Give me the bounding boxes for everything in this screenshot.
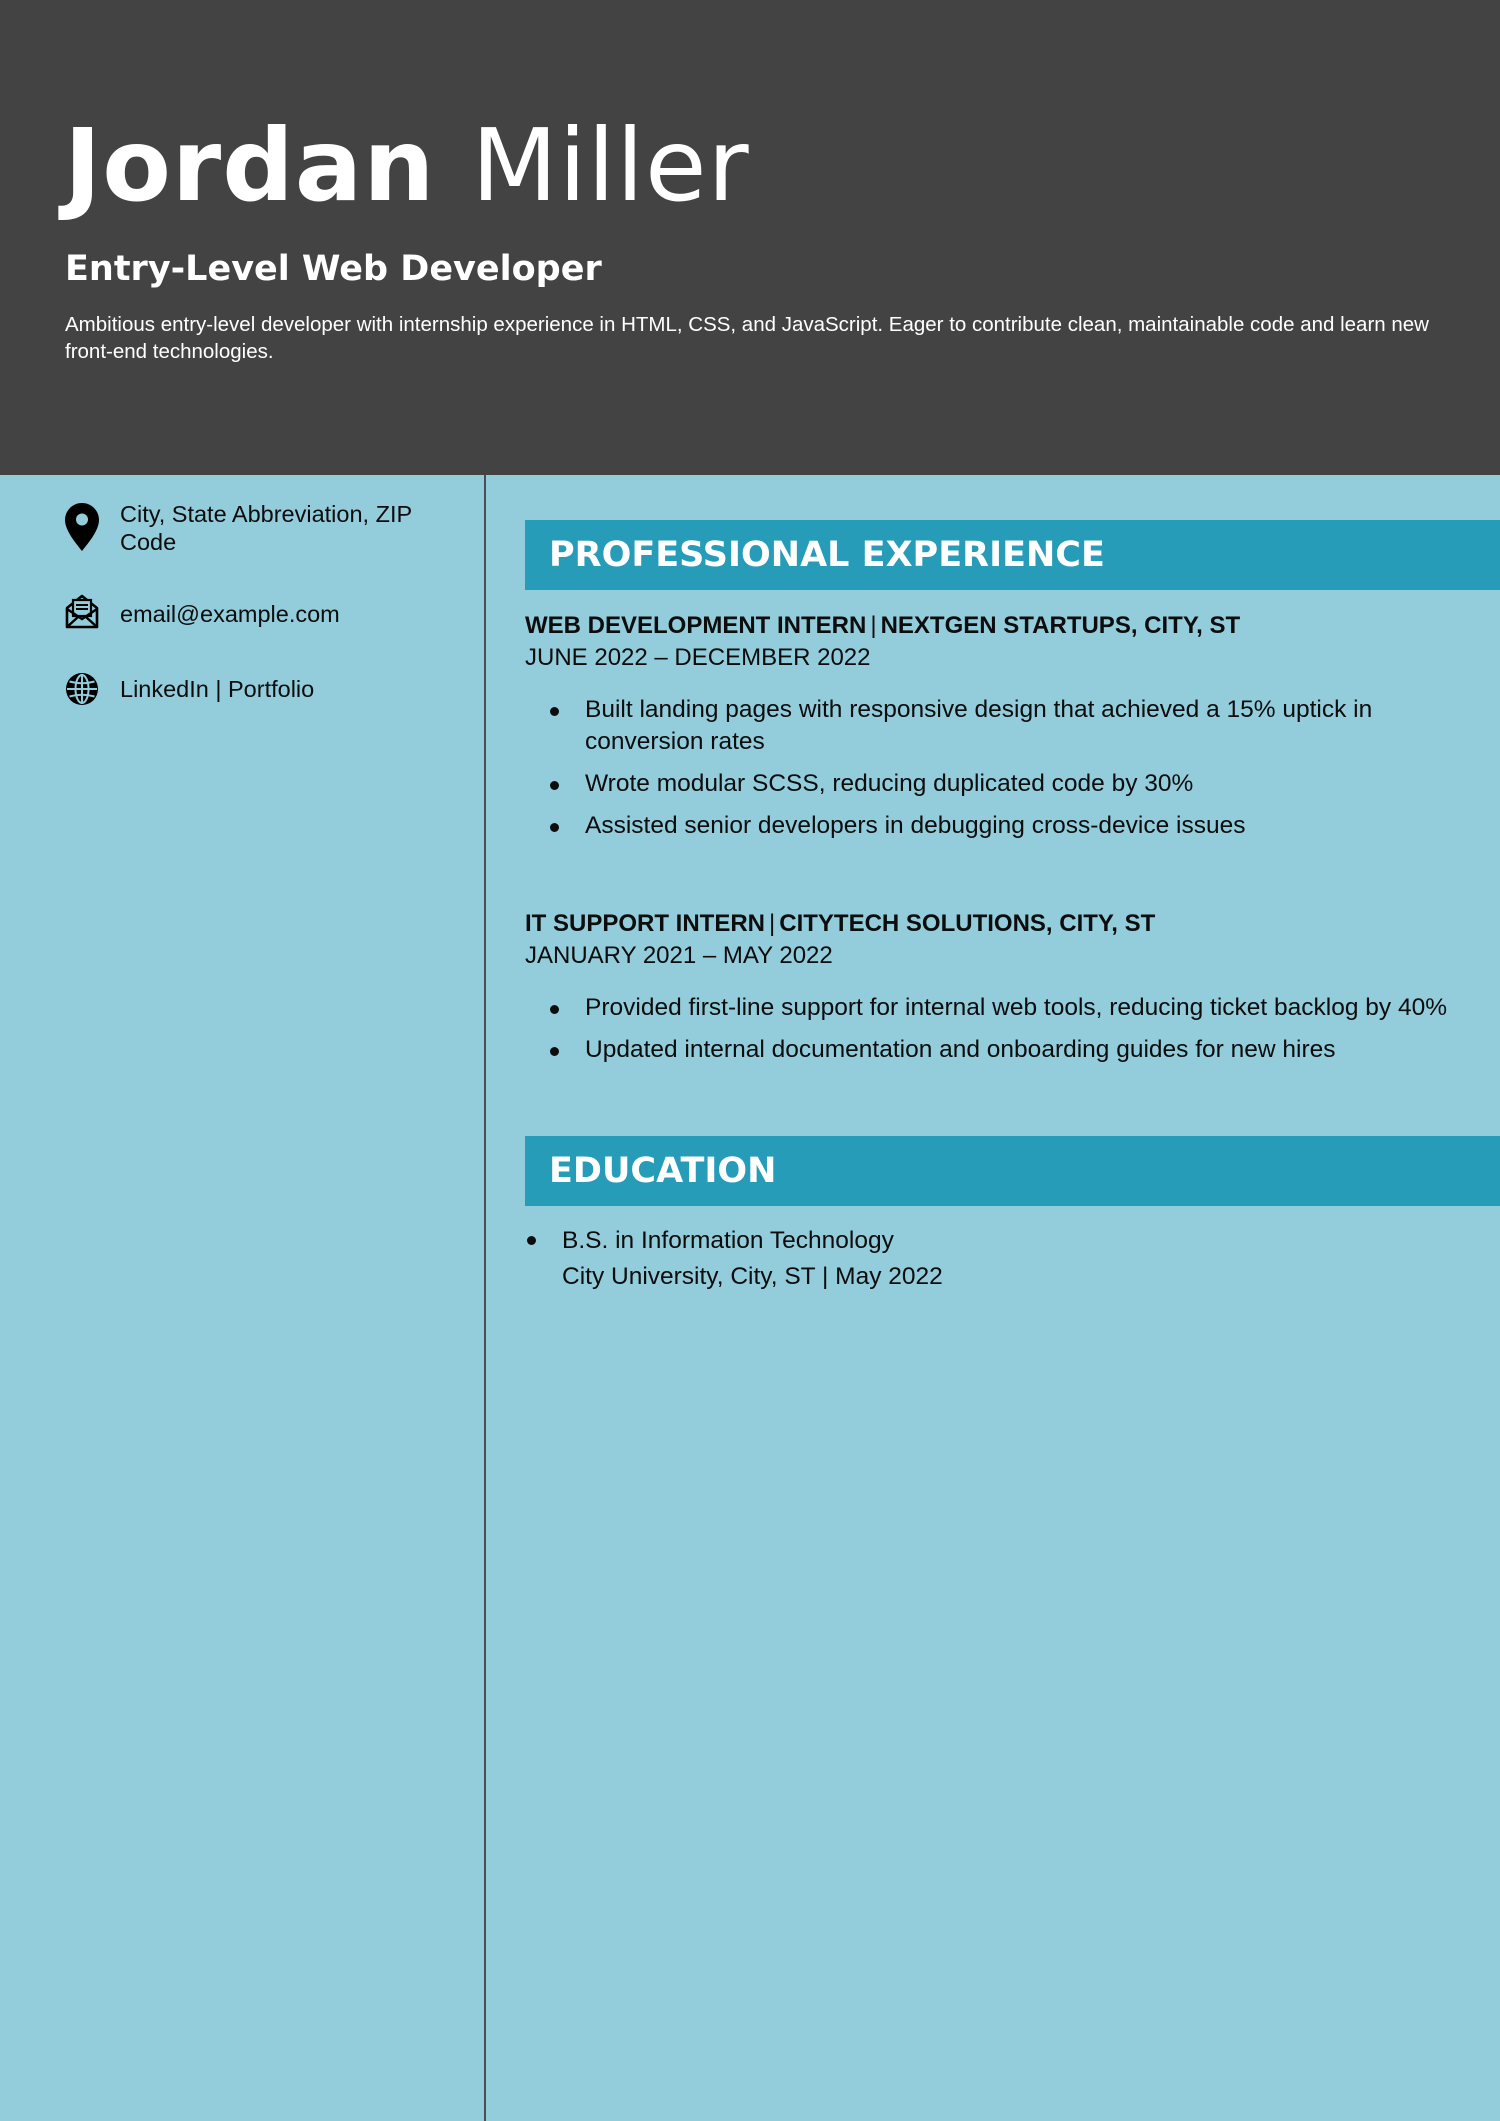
education-section-title: EDUCATION bbox=[549, 1151, 777, 1191]
summary: Ambitious entry-level developer with internship experience in HTML, CSS, and JavaScript. Eager to contribute clean, maintainable code and learn new front-end technologies. bbox=[65, 313, 1429, 363]
job-dates: JANUARY 2021 – MAY 2022 bbox=[525, 942, 833, 969]
list-item bbox=[525, 1223, 1480, 1295]
education-section-header bbox=[525, 1136, 1500, 1206]
job-dates: JUNE 2022 – DECEMBER 2022 bbox=[525, 644, 871, 671]
job-company: CITYTECH SOLUTIONS, CITY, ST bbox=[779, 910, 1156, 937]
job-role: WEB DEVELOPMENT INTERN bbox=[525, 612, 867, 639]
job-title: Entry-Level Web Developer bbox=[65, 249, 602, 289]
job-company: NEXTGEN STARTUPS, CITY, ST bbox=[880, 612, 1241, 639]
first-name: Jordan bbox=[64, 107, 436, 224]
contact-email[interactable] bbox=[64, 600, 450, 640]
list-item: Wrote modular SCSS, reducing duplicated code by 30% bbox=[525, 768, 1480, 800]
contact-location bbox=[64, 500, 450, 556]
list-item: Provided first-line support for internal web tools, reducing ticket backlog by 40% bbox=[525, 992, 1480, 1024]
resume-header bbox=[0, 0, 1500, 475]
job-heading bbox=[525, 610, 1480, 642]
map-pin-icon bbox=[64, 500, 100, 540]
job-role: IT SUPPORT INTERN bbox=[525, 910, 766, 937]
job-entry bbox=[525, 610, 1480, 842]
list-item: Built landing pages with responsive design that achieved a 15% uptick in conversion rates bbox=[525, 694, 1480, 758]
job-heading bbox=[525, 908, 1480, 940]
links-text[interactable]: LinkedIn | Portfolio bbox=[120, 676, 315, 702]
open-envelope-icon bbox=[64, 600, 100, 640]
job-bullets bbox=[525, 694, 1480, 842]
job-bullets bbox=[525, 992, 1480, 1066]
experience-section-title: PROFESSIONAL EXPERIENCE bbox=[549, 535, 1105, 575]
contact-links[interactable] bbox=[64, 675, 450, 715]
education-entry bbox=[525, 1223, 1480, 1295]
heading-separator: | bbox=[870, 612, 877, 639]
location-text: City, State Abbreviation, ZIP Code bbox=[120, 501, 412, 555]
experience-section-header bbox=[525, 520, 1500, 590]
column-divider bbox=[484, 475, 486, 2121]
list-item: Assisted senior developers in debugging cross-device issues bbox=[525, 810, 1480, 842]
globe-icon bbox=[64, 675, 100, 715]
last-name: Miller bbox=[471, 107, 750, 224]
list-item: Updated internal documentation and onboarding guides for new hires bbox=[525, 1034, 1480, 1066]
job-entry bbox=[525, 908, 1480, 1066]
email-text[interactable]: email@example.com bbox=[120, 601, 340, 627]
candidate-name bbox=[64, 106, 750, 226]
education-details: City University, City, ST | May 2022 bbox=[562, 1263, 943, 1290]
education-degree: B.S. in Information Technology bbox=[562, 1227, 894, 1254]
heading-separator: | bbox=[769, 910, 776, 937]
